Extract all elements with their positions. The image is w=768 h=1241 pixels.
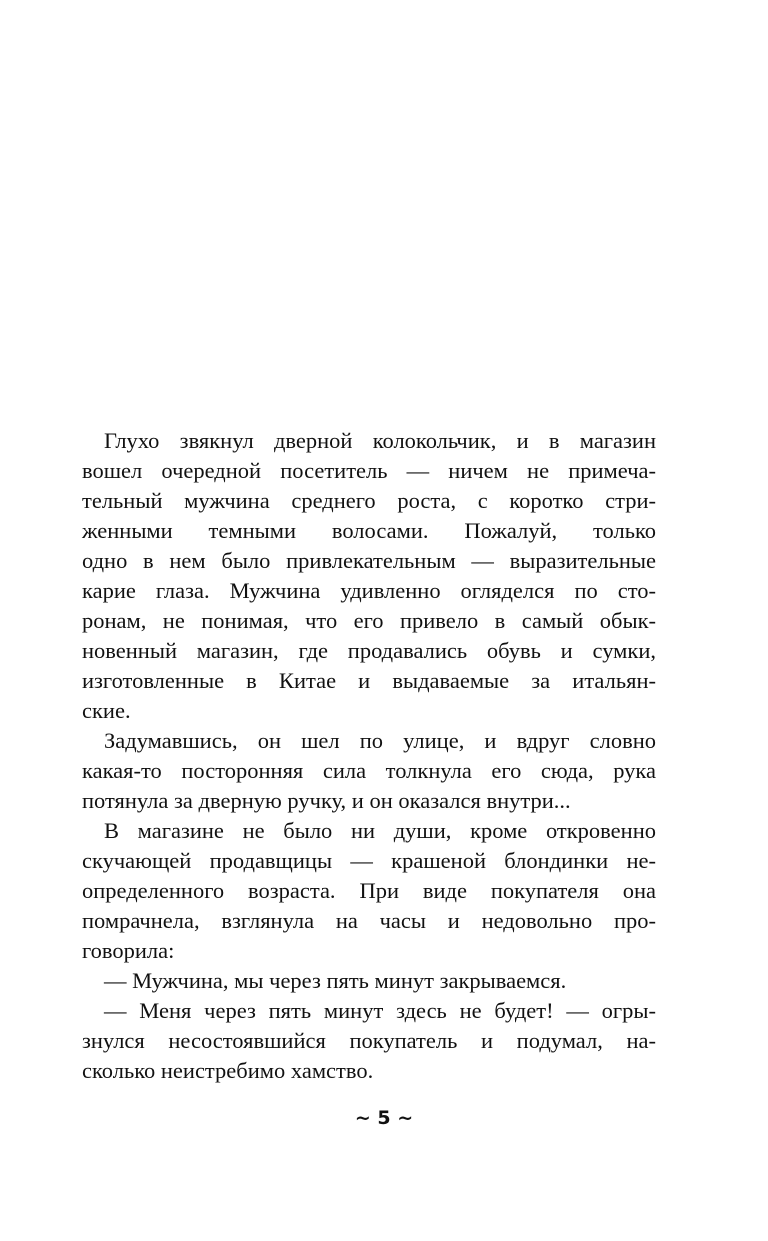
text-line: Глухо звякнул дверной колокольчик, и в магазин <box>104 428 656 453</box>
text-line: определенного возраста. При виде покупателя она <box>82 878 656 903</box>
text-line: В магазине не было ни души, кроме откровенно <box>104 818 656 843</box>
text-line: женными темными волосами. Пожалуй, только <box>82 518 656 543</box>
text-line: одно в нем было привлекательным — выразительные <box>82 548 656 573</box>
text-line: Задумавшись, он шел по улице, и вдруг словно <box>104 728 656 753</box>
text-line: — Меня через пять минут здесь не будет! — огры- <box>104 998 656 1023</box>
text-line: ские. <box>82 698 131 723</box>
text-line: карие глаза. Мужчина удивленно огляделся по сто- <box>82 578 656 603</box>
text-line: знулся несостоявшийся покупатель и подумал, на- <box>82 1028 656 1053</box>
text-line: потянула за дверную ручку, и он оказался внутри... <box>82 788 571 813</box>
text-line: — Мужчина, мы через пять минут закрываемся. <box>104 968 567 993</box>
text-line: изготовленные в Китае и выдаваемые за итальян- <box>82 668 656 693</box>
text-line: помрачнела, взглянула на часы и недовольно про- <box>82 908 656 933</box>
body-text <box>82 426 656 1086</box>
text-line: вошел очередной посетитель — ничем не примеча- <box>82 458 656 483</box>
text-line: новенный магазин, где продавались обувь и сумки, <box>82 638 656 663</box>
text-line: говорила: <box>82 938 175 963</box>
text-line: скучающей продавщицы — крашеной блондинки не- <box>82 848 656 873</box>
text-line: какая-то посторонняя сила толкнула его сюда, рука <box>82 758 656 783</box>
page-number: ~ 5 ~ <box>354 1107 414 1129</box>
text-line: тельный мужчина среднего роста, с коротко стри- <box>82 488 656 513</box>
text-line: сколько неистребимо хамство. <box>82 1058 374 1083</box>
text-line: ронам, не понимая, что его привело в самый обык- <box>82 608 656 633</box>
